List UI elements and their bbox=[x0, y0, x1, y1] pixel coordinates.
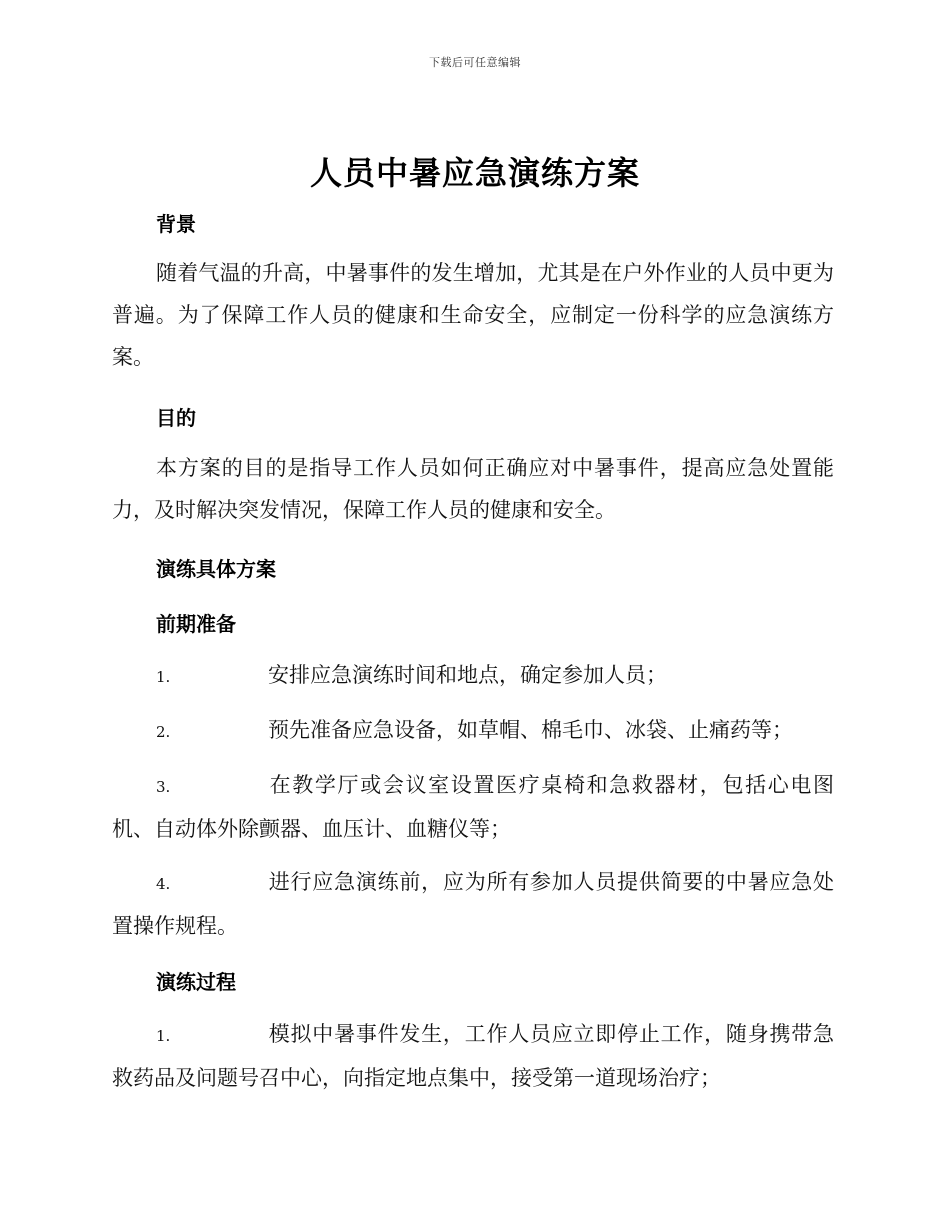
list-item-text: 进行应急演练前，应为所有参加人员提供简要的中暑应急处置操作规程。 bbox=[112, 870, 834, 938]
list-item-number: 1. bbox=[156, 1027, 171, 1045]
list-item bbox=[112, 861, 834, 947]
header-note: 下载后可任意编辑 bbox=[429, 56, 521, 69]
heading-plan: 演练具体方案 bbox=[156, 557, 276, 581]
list-item-number: 3. bbox=[156, 778, 171, 796]
document-title: 人员中暑应急演练方案 bbox=[309, 154, 640, 192]
heading-background: 背景 bbox=[156, 212, 196, 236]
heading-purpose: 目的 bbox=[156, 406, 196, 430]
list-item bbox=[112, 1013, 834, 1099]
list-item-text: 预先准备应急设备，如草帽、棉毛巾、冰袋、止痛药等； bbox=[268, 718, 793, 742]
list-item-text: 安排应急演练时间和地点，确定参加人员； bbox=[268, 663, 667, 687]
list-item-text: 模拟中暑事件发生，工作人员应立即停止工作，随身携带急救药品及问题号召中心，向指定地点集中，接受第一道现场治疗； bbox=[112, 1022, 834, 1090]
list-item-text: 在教学厅或会议室设置医疗桌椅和急救器材，包括心电图机、自动体外除颤器、血压计、血糖仪等； bbox=[112, 773, 834, 841]
paragraph-purpose: 本方案的目的是指导工作人员如何正确应对中暑事件，提高应急处置能力，及时解决突发情况，保障工作人员的健康和安全。 bbox=[112, 456, 834, 522]
list-item-number: 4. bbox=[156, 875, 171, 893]
paragraph-background: 随着气温的升高，中暑事件的发生增加，尤其是在户外作业的人员中更为普遍。为了保障工作人员的健康和生命安全，应制定一份科学的应急演练方案。 bbox=[112, 261, 834, 369]
list-item bbox=[112, 764, 834, 850]
list-item bbox=[112, 654, 834, 698]
list-item-number: 2. bbox=[156, 723, 171, 741]
heading-process: 演练过程 bbox=[156, 970, 236, 994]
heading-preparation: 前期准备 bbox=[156, 612, 236, 636]
list-item bbox=[112, 709, 834, 753]
list-item-number: 1. bbox=[156, 668, 171, 686]
